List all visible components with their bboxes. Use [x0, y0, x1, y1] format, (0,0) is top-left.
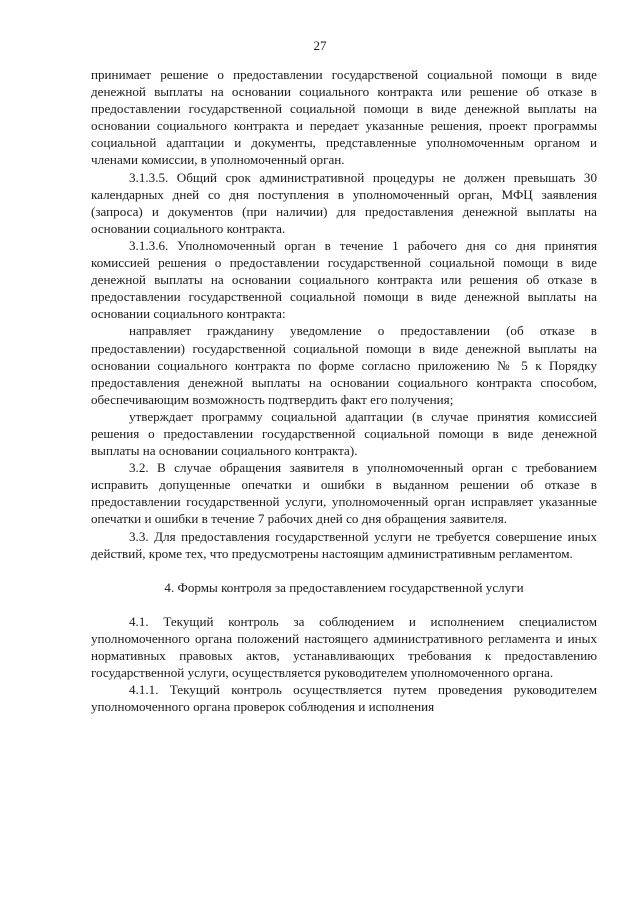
paragraph-3-1-3-5: 3.1.3.5. Общий срок административной процедуры не должен превышать 30 календарных дней со дня поступления в уполномоченный орган, МФЦ заявления (запроса) и документов (при наличии) для предоставления денежной выплаты на основании социального контракта. [91, 169, 597, 236]
section-heading: 4. Формы контроля за предоставлением государственной услуги [164, 579, 524, 595]
paragraph-3-2: 3.2. В случае обращения заявителя в уполномоченный орган с требованием исправить допущенные опечатки и ошибки в выданном решении об отказе в предоставлении государственной услуги, уполномоченный орган исправляет указанные опечатки и ошибки в течение 7 рабочих дней со дня обращения заявителя. [91, 460, 597, 527]
document-body [91, 66, 597, 715]
paragraph-continuation: принимает решение о предоставлении государственой социальной помощи в виде денежной выплаты на основании социального контракта или решение об отказе в предоставлении государственной социальной помощи в виде денежной выплаты на основании социального контракта и передает указанные решения, проект программы социальной адаптации и документы, представленные уполномоченным органом и членами комиссии, в уполномоченный орган. [91, 67, 597, 168]
page-number: 27 [313, 38, 327, 53]
paragraph-4-1: 4.1. Текущий контроль за соблюдением и исполнением специалистом уполномоченного органа положений настоящего административного регламента и иных нормативных правовых актов, устанавливающих требования к предоставлению государственной услуги, осуществляется руководителем уполномоченного органа. [91, 613, 597, 681]
paragraph-notify: направляет гражданину уведомление о предоставлении (об отказе в предоставлении) государственной социальной помощи в виде денежной выплаты на основании социального контракта по форме согласно приложению № 5 к Порядку предоставления денежной выплаты на основании социального контракта способом, обеспечивающим возможность подтвердить факт его получения; [91, 323, 597, 407]
paragraph-3-1-3-6: 3.1.3.6. Уполномоченный орган в течение 1 рабочего дня со дня принятия комиссией решения о предоставлении государственной социальной помощи в виде денежной выплаты на основании социального контракта или решения об отказе в предоставлении государственной социальной помощи в виде денежной выплаты на основании социального контракта: [91, 237, 597, 322]
paragraph-4-1-1: 4.1.1. Текущий контроль осуществляется путем проведения руководителем уполномоченного органа проверок соблюдения и исполнения [91, 682, 597, 715]
paragraph-3-3: 3.3. Для предоставления государственной услуги не требуется совершение иных действий, кроме тех, что предусмотрены настоящим административным регламентом. [91, 528, 597, 561]
paragraph-approve: утверждает программу социальной адаптации (в случае принятия комиссией решения о предоставлении государственной социальной помощи в виде денежной выплаты на основании социального контракта). [91, 408, 597, 459]
